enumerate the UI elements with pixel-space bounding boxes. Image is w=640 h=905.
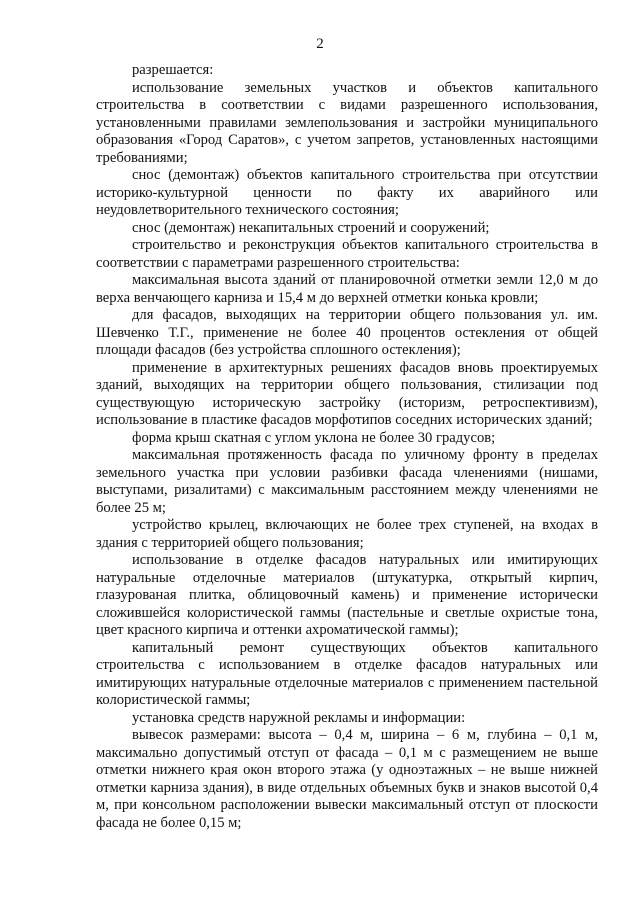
paragraph: разрешается: — [132, 62, 214, 78]
paragraph: использование в отделке фасадов натуральных или имитирующих натуральные отделочные материалов (штукатурка, открытый кирпич, глазурованая плитка, облицовочный камень) и применение исторически сложившейся колористической гаммы (пастельные и светлые охристые тона, цвет красного кирпича и оттенки ахроматической гаммы); — [96, 552, 598, 638]
paragraph: форма крыш скатная с углом уклона не более 30 градусов; — [132, 429, 496, 446]
paragraph: максимальная протяженность фасада по уличному фронту в пределах земельного участка при условии разбивки фасада членениями (нишами, выступами, ризалитами) с максимальным расстоянием между членениями не более 25 м; — [96, 447, 598, 516]
page-number: 2 — [316, 36, 324, 52]
paragraph: установка средств наружной рекламы и информации: — [132, 709, 466, 726]
paragraph: устройство крылец, включающих не более трех ступеней, на входах в здания с территорией общего пользования; — [96, 517, 598, 551]
paragraph: использование земельных участков и объектов капитального строительства в соответствии с видами разрешенного использования, установленными правилами землепользования и застройки муниципального образования «Город Саратов», с учетом запретов, установленных настоящими требованиями; — [96, 79, 598, 166]
document-body — [96, 62, 598, 832]
paragraph: строительство и реконструкция объектов капитального строительства в соответствии с параметрами разрешенного строительства: — [96, 237, 598, 271]
paragraph: снос (демонтаж) некапитальных строений и сооружений; — [132, 219, 490, 236]
paragraph: снос (демонтаж) объектов капитального строительства при отсутствии историко-культурной ценности по факту их аварийного или неудовлетворительного технического состояния; — [96, 167, 598, 218]
paragraph: вывесок размерами: высота – 0,4 м, ширина – 6 м, глубина – 0,1 м, максимально допустимый отступ от фасада – 0,1 м с размещением не выше отметки нижнего края окон второго этажа (у одноэтажных – не выше нижней отметки карниза здания), в виде отдельных объемных букв и знаков высотой 0,4 м, при консольном расположении вывески максимальный отступ от плоскости фасада не более 0,15 м; — [96, 727, 598, 831]
paragraph: капитальный ремонт существующих объектов капитального строительства с использованием в отделке фасадов натуральных или имитирующих натуральные отделочные материалов с применением пастельной колористической гаммы; — [96, 639, 598, 708]
paragraph: применение в архитектурных решениях фасадов вновь проектируемых зданий, выходящих на территории общего пользования, стилизации под существующую историческую застройку (историзм, ретроспективизм), использование в пластике фасадов морфотипов соседних исторических зданий; — [96, 359, 598, 428]
paragraph: максимальная высота зданий от планировочной отметки земли 12,0 м до верха венчающего карниза и 15,4 м до верхней отметки конька кровли; — [96, 272, 598, 306]
paragraph: для фасадов, выходящих на территории общего пользования ул. им. Шевченко Т.Г., применение не более 40 процентов остекления от общей площади фасадов (без устройства сплошного остекления); — [96, 307, 598, 358]
